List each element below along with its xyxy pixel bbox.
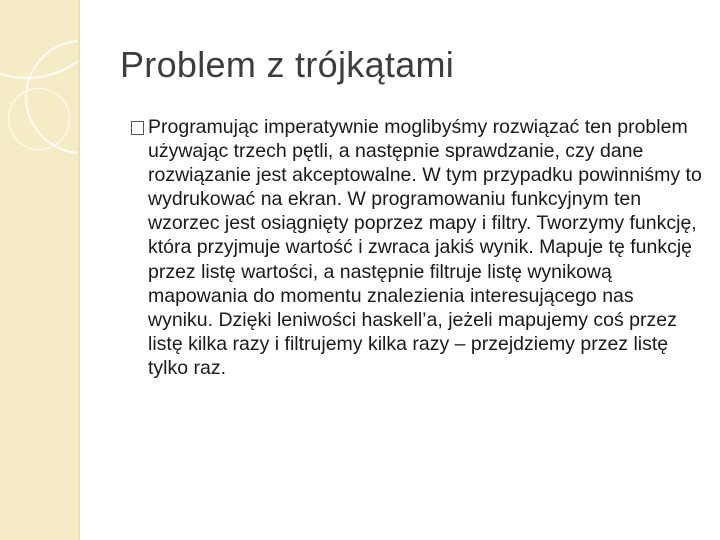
- decorative-circle-small: [8, 88, 70, 150]
- bullet-item: [128, 115, 703, 380]
- square-bullet-icon: [131, 121, 144, 135]
- slide-title: Problem z trójkątami: [120, 44, 455, 85]
- slide-content: [128, 115, 703, 380]
- band-edge-divider: [78, 0, 80, 540]
- bullet-text: Programując imperatywnie moglibyśmy rozwiązać ten problem używając trzech pętli, a następnie sprawdzanie, czy dane rozwiązanie jest akceptowalne. W tym przypadku powinniśmy to wydrukować na ekran. W programowaniu funkcyjnym ten wzorzec jest osiągnięty poprzez mapy i filtry. Tworzymy funkcję, która przyjmuje wartość i zwraca jakiś wynik. Mapuje tę funkcję przez listę wartości, a następnie filtruje listę wynikową mapowania do momentu znalezienia interesującego nas wyniku. Dzięki leniwości haskell’a, jeżeli mapujemy coś przez listę kilka razy i filtrujemy kilka razy – przejdziemy przez listę tylko raz.: [148, 116, 702, 379]
- decorative-side-band: [0, 0, 80, 540]
